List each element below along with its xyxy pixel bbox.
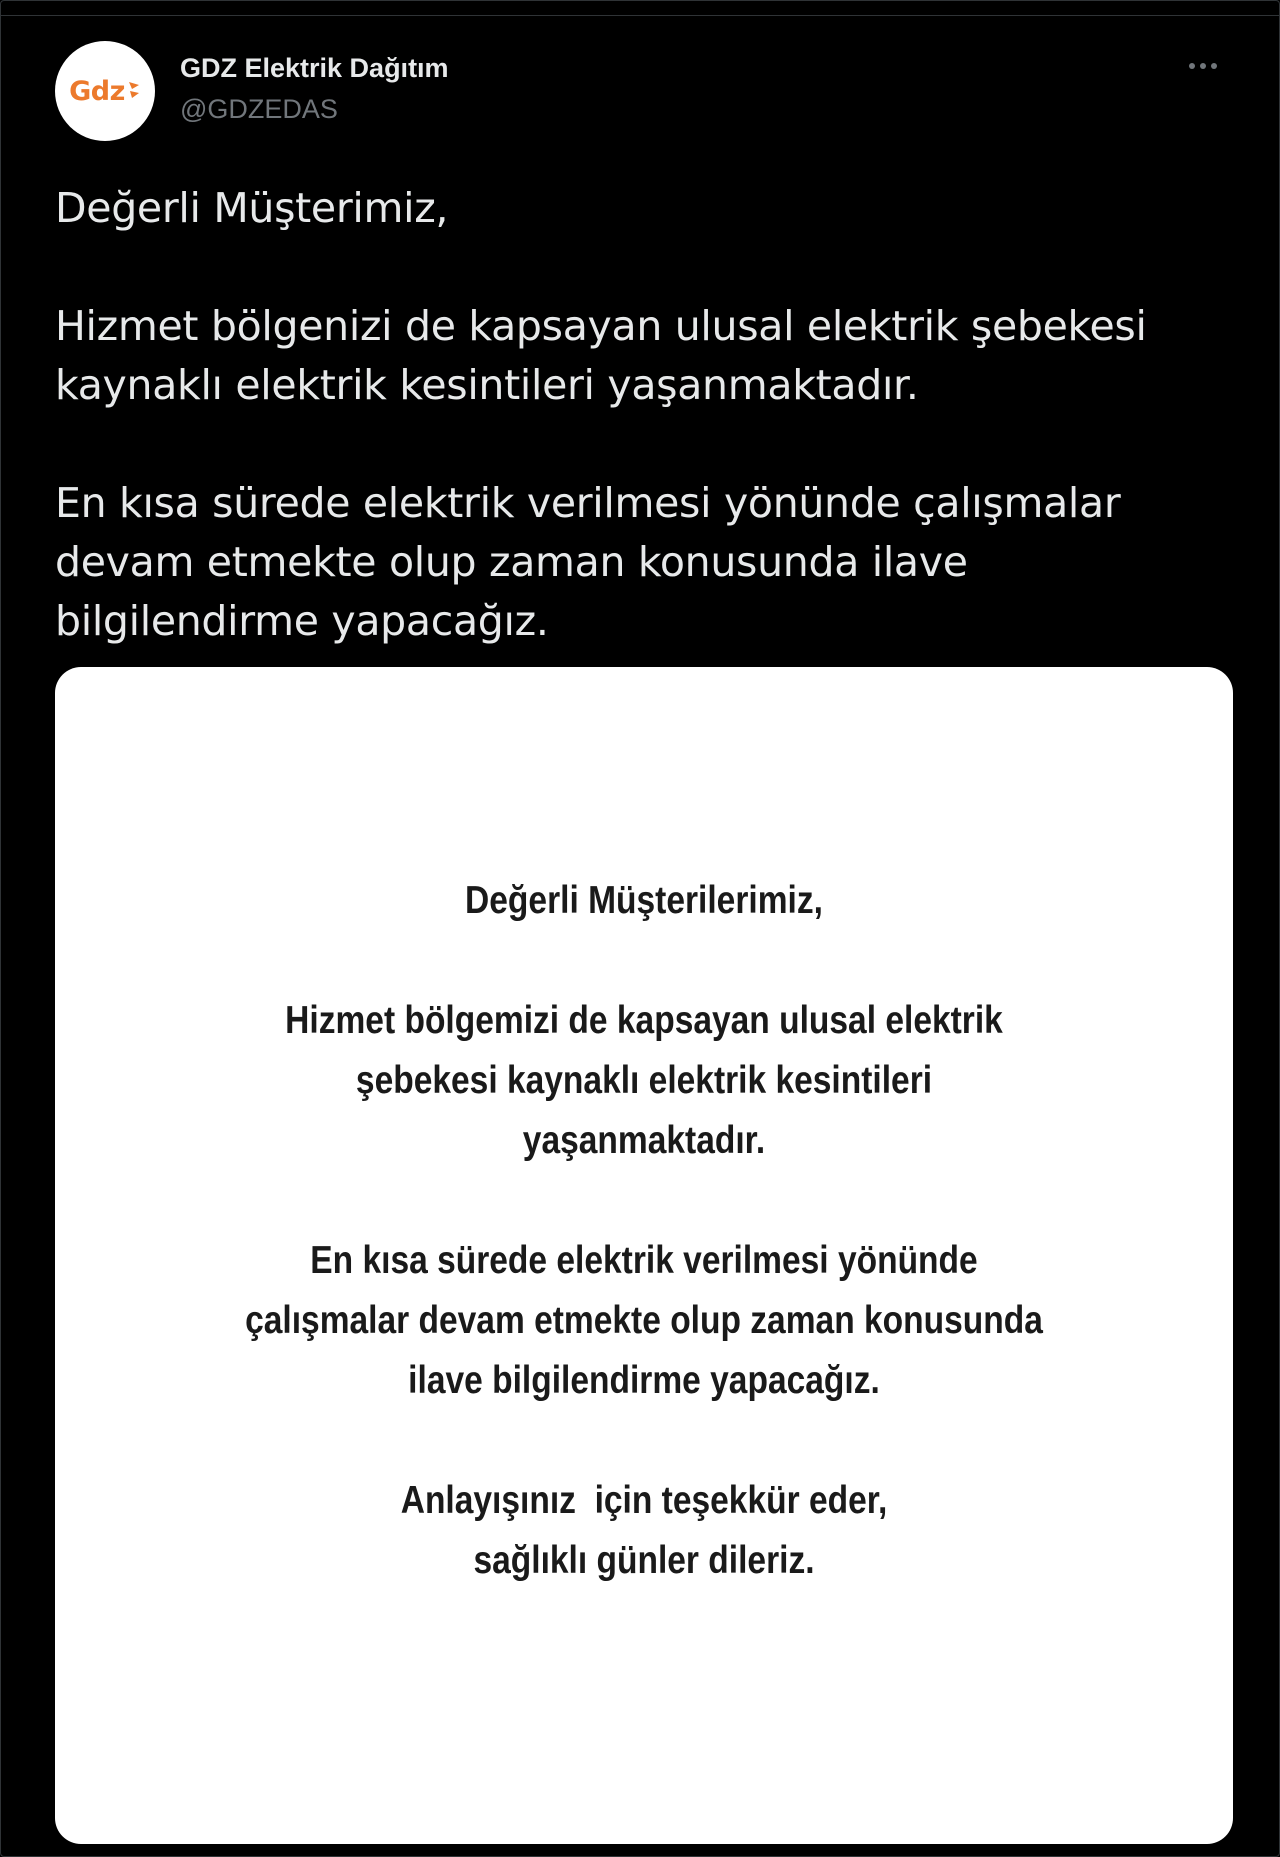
tweet-paragraph-1: Hizmet bölgenizi de kapsayan ulusal elektrik şebekesi kaynaklı elektrik kesintileri yaşanmaktadır. bbox=[55, 302, 1147, 409]
tweet-greeting: Değerli Müşterimiz, bbox=[55, 184, 449, 232]
gdz-spark-icon bbox=[127, 80, 141, 102]
more-options-button[interactable] bbox=[1183, 51, 1223, 81]
notice-line: Anlayışınız için teşekkür eder, bbox=[400, 1479, 888, 1522]
notice-line: yaşanmaktadır. bbox=[522, 1119, 766, 1162]
tweet-media-image[interactable] bbox=[55, 667, 1233, 1844]
tweet-text bbox=[55, 179, 1225, 651]
more-horizontal-icon-dot bbox=[1200, 63, 1206, 69]
author-handle[interactable]: @GDZEDAS bbox=[180, 94, 338, 124]
top-divider bbox=[1, 1, 1279, 16]
notice-paragraph-2 bbox=[137, 1231, 1150, 1411]
notice-paragraph-1 bbox=[137, 991, 1150, 1171]
notice-closing bbox=[137, 1471, 1150, 1591]
gdz-logo-icon bbox=[69, 76, 141, 107]
avatar-logo-text: Gdz bbox=[69, 75, 125, 107]
more-horizontal-icon-dot bbox=[1211, 63, 1217, 69]
author-display-name[interactable]: GDZ Elektrik Dağıtım bbox=[180, 53, 449, 83]
more-horizontal-icon bbox=[1189, 63, 1195, 69]
notice-line: En kısa sürede elektrik verilmesi yönünde bbox=[310, 1239, 978, 1282]
notice-line: Hizmet bölgemizi de kapsayan ulusal elektrik bbox=[285, 999, 1003, 1042]
notice-text bbox=[137, 871, 1150, 1591]
tweet-header bbox=[55, 41, 1235, 141]
notice-line: ilave bilgilendirme yapacağız. bbox=[408, 1359, 880, 1402]
notice-line: çalışmalar devam etmekte olup zaman konusunda bbox=[245, 1299, 1043, 1342]
avatar[interactable] bbox=[55, 41, 155, 141]
notice-greeting: Değerli Müşterilerimiz, bbox=[465, 879, 823, 922]
tweet-paragraph-2: En kısa sürede elektrik verilmesi yönünde çalışmalar devam etmekte olup zaman konusunda ilave bilgilendirme yapacağız. bbox=[55, 479, 1121, 645]
notice-line: şebekesi kaynaklı elektrik kesintileri bbox=[355, 1059, 933, 1102]
notice-line: sağlıklı günler dileriz. bbox=[473, 1539, 815, 1582]
